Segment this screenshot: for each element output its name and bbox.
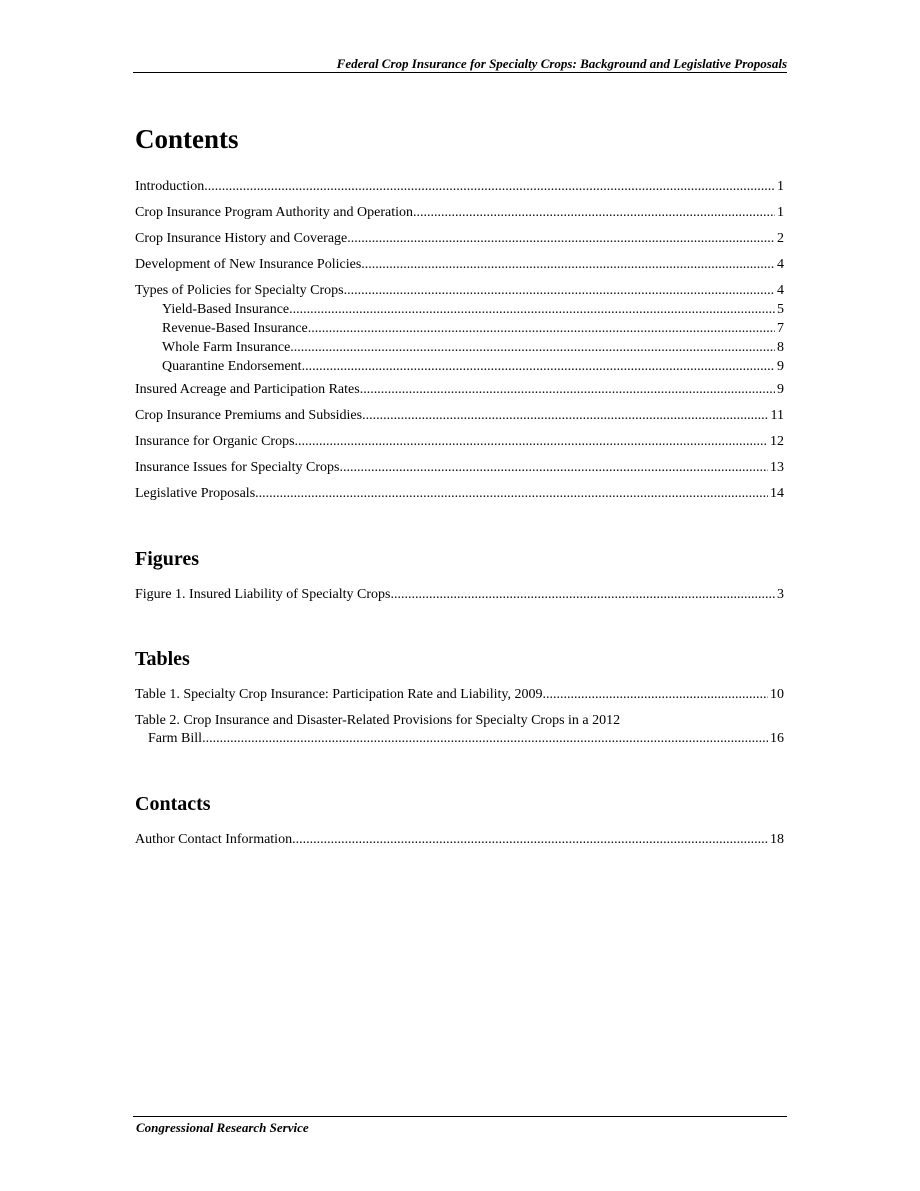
toc-entry-title: Crop Insurance History and Coverage	[135, 231, 348, 246]
toc-entry-title-line2: Farm Bill	[148, 731, 203, 746]
toc-entry-page: 8	[777, 340, 784, 355]
footer-rule	[133, 1116, 787, 1117]
toc-entry-title: Legislative Proposals	[135, 486, 256, 501]
toc-entry-policy-types[interactable]	[135, 283, 784, 299]
toc-entry-table-2[interactable]	[135, 713, 784, 747]
toc-entry-title: Insurance Issues for Specialty Crops	[135, 460, 340, 475]
toc-entry-organic-crops[interactable]	[135, 434, 784, 450]
dot-leader	[361, 257, 775, 273]
toc-entry-page: 9	[777, 359, 784, 374]
running-footer: Congressional Research Service	[136, 1120, 309, 1135]
toc-entry-program-authority[interactable]	[135, 205, 784, 221]
dot-leader	[362, 408, 768, 424]
toc-entry-title-line1: Table 2. Crop Insurance and Disaster-Related Provisions for Specialty Crops in a 2012	[135, 713, 621, 728]
toc-entry-figure-1[interactable]	[135, 587, 784, 603]
toc-entry-title: Quarantine Endorsement	[162, 359, 302, 374]
toc-entry-legislative-proposals[interactable]	[135, 486, 784, 502]
dot-leader	[308, 321, 775, 337]
toc-entry-page: 16	[770, 731, 784, 746]
toc-entry-page: 1	[777, 179, 784, 194]
toc-entry-revenue-based[interactable]	[135, 321, 784, 337]
figures-heading: Figures	[135, 548, 200, 570]
dot-leader	[204, 179, 775, 195]
tables-list	[135, 687, 784, 747]
toc-entry-title: Table 1. Specialty Crop Insurance: Participation Rate and Liability, 2009	[135, 687, 543, 702]
toc-entry-title: Introduction	[135, 179, 205, 194]
toc-entry-page: 18	[770, 832, 784, 847]
toc-entry-title: Whole Farm Insurance	[162, 340, 291, 355]
dot-leader	[413, 205, 775, 221]
toc-entry-continuation	[135, 731, 784, 747]
toc-entry-yield-based[interactable]	[135, 302, 784, 318]
dot-leader	[390, 587, 775, 603]
dot-leader	[290, 340, 775, 356]
dot-leader	[289, 302, 775, 318]
dot-leader	[255, 486, 768, 502]
contents-list	[135, 179, 784, 502]
toc-entry-title: Insurance for Organic Crops	[135, 434, 295, 449]
toc-entry-title: Types of Policies for Specialty Crops	[135, 283, 344, 298]
dot-leader	[292, 832, 768, 848]
dot-leader	[302, 359, 775, 375]
toc-entry-page: 7	[777, 321, 784, 336]
figures-list	[135, 587, 784, 603]
dot-leader	[340, 460, 768, 476]
toc-entry-whole-farm[interactable]	[135, 340, 784, 356]
toc-entry-new-policies[interactable]	[135, 257, 784, 273]
toc-entry-insurance-issues[interactable]	[135, 460, 784, 476]
toc-entry-page: 11	[770, 408, 784, 423]
toc-entry-title: Insured Acreage and Participation Rates	[135, 382, 360, 397]
header-rule	[133, 72, 787, 73]
toc-entry-page: 4	[777, 283, 784, 298]
dot-leader	[360, 382, 775, 398]
toc-entry-page: 14	[770, 486, 784, 501]
dot-leader	[295, 434, 768, 450]
contacts-list	[135, 832, 784, 848]
contents-heading: Contents	[135, 124, 239, 154]
toc-entry-acreage-participation[interactable]	[135, 382, 784, 398]
running-header: Federal Crop Insurance for Specialty Crops: Background and Legislative Proposals	[336, 56, 787, 71]
toc-entry-title: Yield-Based Insurance	[162, 302, 290, 317]
toc-entry-title: Development of New Insurance Policies	[135, 257, 362, 272]
toc-entry-page: 10	[770, 687, 784, 702]
toc-entry-history-coverage[interactable]	[135, 231, 784, 247]
toc-entry-introduction[interactable]	[135, 179, 784, 195]
toc-entry-page: 13	[770, 460, 784, 475]
toc-entry-title: Figure 1. Insured Liability of Specialty Crops	[135, 587, 391, 602]
toc-entry-page: 2	[777, 231, 784, 246]
toc-entry-author-contact[interactable]	[135, 832, 784, 848]
toc-entry-page: 12	[770, 434, 784, 449]
toc-entry-table-1[interactable]	[135, 687, 784, 703]
toc-entry-title: Crop Insurance Program Authority and Operation	[135, 205, 413, 220]
toc-entry-page: 9	[777, 382, 784, 397]
dot-leader	[347, 231, 775, 247]
toc-entry-title: Crop Insurance Premiums and Subsidies	[135, 408, 363, 423]
dot-leader	[543, 687, 768, 703]
toc-entry-page: 1	[777, 205, 784, 220]
dot-leader	[344, 283, 775, 299]
tables-heading: Tables	[135, 648, 190, 670]
toc-entry-title: Revenue-Based Insurance	[162, 321, 308, 336]
dot-leader	[202, 731, 768, 747]
toc-entry-premiums-subsidies[interactable]	[135, 408, 784, 424]
toc-entry-title: Author Contact Information	[135, 832, 293, 847]
contacts-heading: Contacts	[135, 793, 211, 815]
toc-entry-page: 3	[777, 587, 784, 602]
toc-entry-page: 4	[777, 257, 784, 272]
toc-entry-page: 5	[777, 302, 784, 317]
toc-entry-quarantine[interactable]	[135, 359, 784, 375]
